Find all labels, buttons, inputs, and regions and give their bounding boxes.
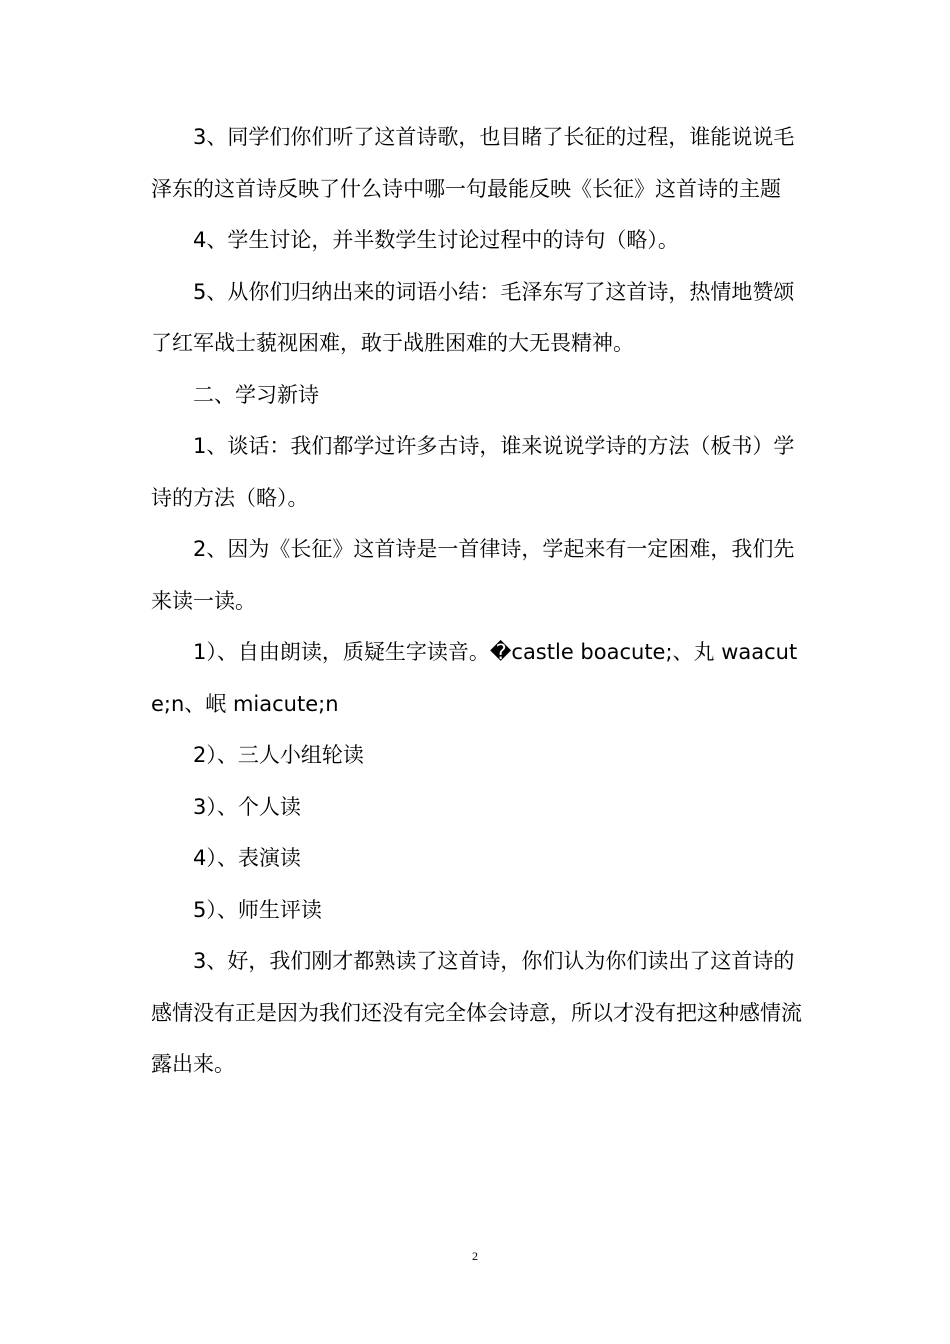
paragraph-item-4: 4、学生讨论，并半数学生讨论过程中的诗句（略）。 [193,228,679,252]
section-heading: 二、学习新诗 [193,382,319,407]
paragraph-item-5: 5、从你们归纳出来的词语小结：毛泽东写了这首诗，热情地赞颂了红军战士藐视困难，敢于战胜困难的大无畏精神。 [151,279,795,355]
paragraph-substep-5: 5）、师生评读 [193,897,322,922]
paragraph-substep-2: 2）、三人小组轮读 [193,743,364,767]
body-text [151,112,803,1091]
paragraph-substep-4: 4）、表演读 [193,846,301,870]
paragraph-question-3: 3、同学们你们听了这首诗歌，也目睹了长征的过程，谁能说说毛泽东的这首诗反映了什么诗中哪一句最能反映《长征》这首诗的主题 [151,125,795,201]
page-number: 2 [472,1249,478,1263]
paragraph-step-1: 1、谈话：我们都学过许多古诗，谁来说说学诗的方法（板书）学诗的方法（略）。 [151,434,795,510]
paragraph-step-2: 2、因为《长征》这首诗是一首律诗，学起来有一定困难，我们先来读一读。 [151,537,795,613]
paragraph-substep-1: 1）、自由朗读，质疑生字读音。�castle boacute;、丸 waacute;n、岷 miacute;n [151,640,798,716]
paragraph-substep-3: 3）、个人读 [193,794,301,819]
paragraph-step-3: 3、好，我们刚才都熟读了这首诗，你们认为你们读出了这首诗的感情没有正是因为我们还没有完全体会诗意，所以才没有把这种感情流露出来。 [151,949,802,1076]
